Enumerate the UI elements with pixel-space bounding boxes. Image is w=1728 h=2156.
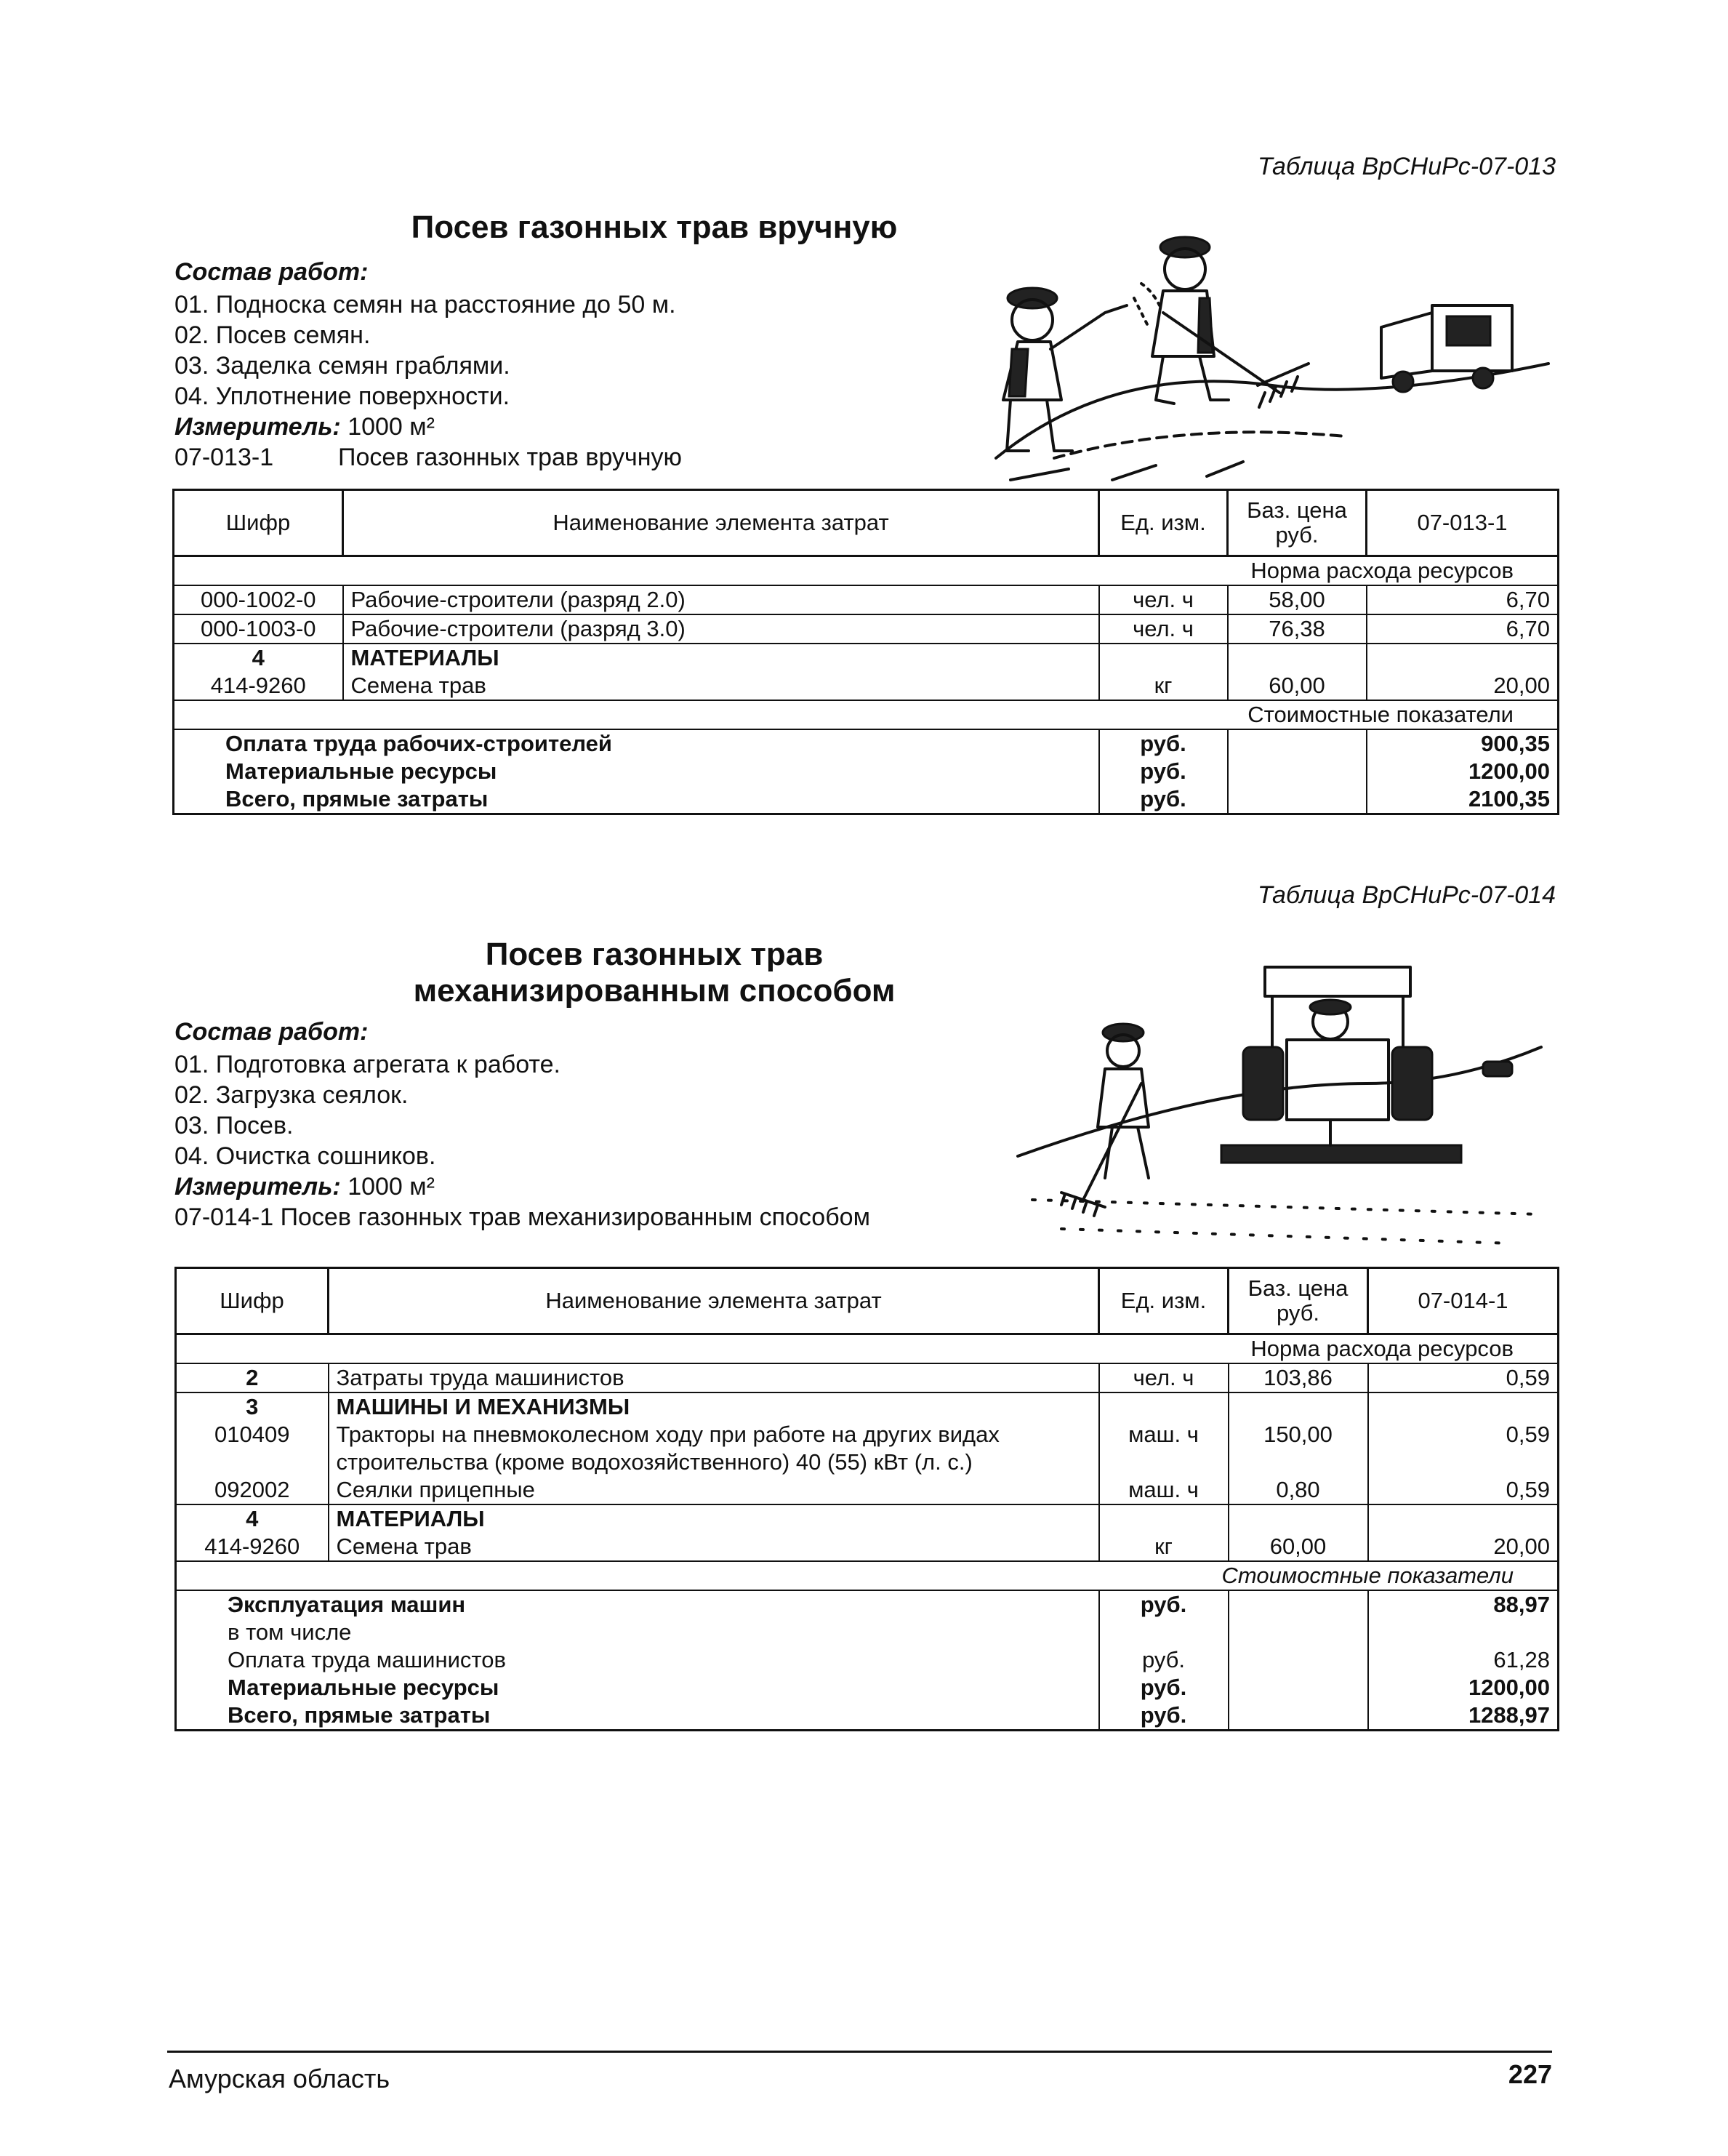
- row-value: 20,00: [1367, 672, 1559, 700]
- table-row: [176, 1392, 1559, 1421]
- work-step: 02. Посев семян.: [174, 321, 371, 349]
- measure-line: [174, 1171, 870, 1202]
- measure-label: Измеритель:: [174, 1173, 341, 1201]
- work-step: 04. Уплотнение поверхности.: [174, 382, 510, 410]
- total-value: 1200,00: [1368, 1674, 1559, 1702]
- total-unit: руб.: [1099, 1646, 1229, 1674]
- row-unit: чел. ч: [1099, 585, 1228, 614]
- row-code: 010409: [176, 1421, 329, 1476]
- footer-divider: [167, 2051, 1552, 2053]
- row-code: 092002: [176, 1476, 329, 1504]
- total-price: [1229, 1702, 1368, 1731]
- total-name: Всего, прямые затраты: [174, 785, 1099, 814]
- row-value: [1367, 644, 1559, 672]
- totals-row: [176, 1619, 1559, 1646]
- row-value: 20,00: [1368, 1533, 1559, 1561]
- measure-value: 1000 м²: [347, 413, 435, 441]
- header-unit: Ед. изм.: [1099, 1268, 1229, 1334]
- row-price: [1228, 644, 1367, 672]
- row-code: 4: [174, 644, 343, 672]
- totals-row: [176, 1702, 1559, 1731]
- row-unit: кг: [1099, 1533, 1229, 1561]
- total-price: [1228, 758, 1367, 785]
- row-code: 2: [176, 1363, 329, 1392]
- work-step: 03. Посев.: [174, 1112, 294, 1139]
- total-price: [1229, 1590, 1368, 1619]
- row-unit: кг: [1099, 672, 1228, 700]
- code-line-text: Посев газонных трав вручную: [338, 444, 682, 471]
- band-row-norms: [174, 556, 1559, 586]
- total-price: [1229, 1646, 1368, 1674]
- row-price: [1229, 1504, 1368, 1533]
- work-step: 04. Очистка сошников.: [174, 1142, 436, 1170]
- band-row-costs: [176, 1561, 1559, 1590]
- total-value: 1288,97: [1368, 1702, 1559, 1731]
- row-code: 000-1002-0: [174, 585, 343, 614]
- code-line-code: 07-014-1: [174, 1203, 274, 1231]
- code-line: [174, 1202, 870, 1233]
- table-row: [176, 1476, 1559, 1504]
- row-name: Семена трав: [343, 672, 1099, 700]
- row-value: 0,59: [1368, 1421, 1559, 1476]
- total-value: 2100,35: [1367, 785, 1559, 814]
- work-step: 01. Подготовка агрегата к работе.: [174, 1051, 560, 1078]
- totals-row: [176, 1590, 1559, 1619]
- header-price: Баз. цена руб.: [1229, 1268, 1368, 1334]
- total-unit: руб.: [1099, 729, 1228, 758]
- total-unit: руб.: [1099, 1702, 1229, 1731]
- totals-row: [176, 1646, 1559, 1674]
- total-value: 88,97: [1368, 1590, 1559, 1619]
- totals-row: [174, 729, 1559, 758]
- band-row-costs: [174, 700, 1559, 729]
- row-price: 0,80: [1229, 1476, 1368, 1504]
- row-price: 60,00: [1228, 672, 1367, 700]
- code-line: [174, 442, 682, 473]
- header-unit: Ед. изм.: [1099, 490, 1228, 556]
- footer-region: Амурская область: [169, 2064, 390, 2093]
- row-unit: [1099, 1504, 1229, 1533]
- work-step: 03. Заделка семян граблями.: [174, 352, 510, 380]
- total-value: 61,28: [1368, 1646, 1559, 1674]
- header-column-code: 07-013-1: [1367, 490, 1559, 556]
- section-title-line: механизированным способом: [413, 973, 896, 1009]
- measure-line: [174, 412, 682, 442]
- total-name: в том числе: [176, 1619, 1099, 1646]
- row-unit: [1099, 1392, 1229, 1421]
- row-value: 0,59: [1368, 1363, 1559, 1392]
- row-code: 414-9260: [176, 1533, 329, 1561]
- measure-value: 1000 м²: [347, 1173, 435, 1201]
- table-row: [174, 672, 1559, 700]
- table-reference: Таблица ВрСНиРс-07-014: [1257, 881, 1556, 909]
- row-unit: чел. ч: [1099, 1363, 1229, 1392]
- total-price: [1229, 1619, 1368, 1646]
- row-unit: [1099, 644, 1228, 672]
- total-name: Эксплуатация машин: [176, 1590, 1099, 1619]
- row-value: 0,59: [1368, 1476, 1559, 1504]
- total-price: [1228, 729, 1367, 758]
- row-price: [1229, 1392, 1368, 1421]
- total-name: Материальные ресурсы: [176, 1674, 1099, 1702]
- row-name: МАТЕРИАЛЫ: [343, 644, 1099, 672]
- row-price: 103,86: [1229, 1363, 1368, 1392]
- total-value: [1368, 1619, 1559, 1646]
- totals-row: [174, 785, 1559, 814]
- header-price: Баз. цена руб.: [1228, 490, 1367, 556]
- header-code: Шифр: [176, 1268, 329, 1334]
- total-price: [1229, 1674, 1368, 1702]
- total-unit: руб.: [1099, 758, 1228, 785]
- total-name: Оплата труда машинистов: [176, 1646, 1099, 1674]
- total-unit: руб.: [1099, 1674, 1229, 1702]
- section-title: Посев газонных трав вручную: [411, 209, 898, 245]
- band-label: Норма расхода ресурсов: [176, 1334, 1559, 1364]
- row-value: [1368, 1392, 1559, 1421]
- header-column-code: 07-014-1: [1368, 1268, 1559, 1334]
- total-price: [1228, 785, 1367, 814]
- band-row-norms: [176, 1334, 1559, 1364]
- total-unit: [1099, 1619, 1229, 1646]
- row-price: 60,00: [1229, 1533, 1368, 1561]
- band-label: Стоимостные показатели: [174, 700, 1559, 729]
- row-price: 58,00: [1228, 585, 1367, 614]
- total-unit: руб.: [1099, 785, 1228, 814]
- total-name: Оплата труда рабочих-строителей: [174, 729, 1099, 758]
- header-name: Наименование элемента затрат: [343, 490, 1099, 556]
- work-composition-label: Состав работ:: [174, 258, 369, 286]
- work-steps-list: [174, 289, 682, 473]
- row-unit: маш. ч: [1099, 1421, 1229, 1476]
- row-name: Тракторы на пневмоколесном ходу при работе на других видах строительства (кроме водохозяйственного) 40 (55) кВт (л. с.): [329, 1421, 1099, 1476]
- row-name: Рабочие-строители (разряд 2.0): [343, 585, 1099, 614]
- resource-table-07-014: [174, 1267, 1559, 1731]
- row-value: 6,70: [1367, 614, 1559, 644]
- code-line-text: Посев газонных трав механизированным способом: [280, 1203, 870, 1231]
- totals-row: [174, 758, 1559, 785]
- row-price: 76,38: [1228, 614, 1367, 644]
- header-code: Шифр: [174, 490, 343, 556]
- row-name: Затраты труда машинистов: [329, 1363, 1099, 1392]
- total-name: Всего, прямые затраты: [176, 1702, 1099, 1731]
- row-name: МАТЕРИАЛЫ: [329, 1504, 1099, 1533]
- page-number: 227: [1508, 2059, 1552, 2089]
- row-name: Семена трав: [329, 1533, 1099, 1561]
- row-code: 4: [176, 1504, 329, 1533]
- sowing-illustration: [967, 218, 1563, 487]
- row-price: 150,00: [1229, 1421, 1368, 1476]
- row-name: Сеялки прицепные: [329, 1476, 1099, 1504]
- section-title: [291, 937, 1018, 1009]
- table-row: [174, 585, 1559, 614]
- totals-row: [176, 1674, 1559, 1702]
- tractor-illustration: [1003, 938, 1556, 1258]
- work-composition-label: Состав работ:: [174, 1018, 369, 1046]
- table-row: [176, 1363, 1559, 1392]
- row-unit: чел. ч: [1099, 614, 1228, 644]
- band-label: Стоимостные показатели: [176, 1561, 1559, 1590]
- table-row: [176, 1421, 1559, 1476]
- total-unit: руб.: [1099, 1590, 1229, 1619]
- row-value: [1368, 1504, 1559, 1533]
- row-code: 3: [176, 1392, 329, 1421]
- row-code: 414-9260: [174, 672, 343, 700]
- row-name: Рабочие-строители (разряд 3.0): [343, 614, 1099, 644]
- code-line-code: 07-013-1: [174, 444, 274, 471]
- row-value: 6,70: [1367, 585, 1559, 614]
- table-row: [174, 644, 1559, 672]
- band-label: Норма расхода ресурсов: [174, 556, 1559, 586]
- row-name: МАШИНЫ И МЕХАНИЗМЫ: [329, 1392, 1099, 1421]
- work-step: 02. Загрузка сеялок.: [174, 1081, 409, 1109]
- table-header-row: [176, 1268, 1559, 1334]
- table-reference: Таблица ВрСНиРс-07-013: [1257, 153, 1556, 180]
- work-step: 01. Подноска семян на расстояние до 50 м.: [174, 291, 676, 318]
- header-name: Наименование элемента затрат: [329, 1268, 1099, 1334]
- table-row: [174, 614, 1559, 644]
- row-code: 000-1003-0: [174, 614, 343, 644]
- table-row: [176, 1504, 1559, 1533]
- total-value: 1200,00: [1367, 758, 1559, 785]
- section-title-line: Посев газонных трав: [485, 937, 824, 972]
- table-row: [176, 1533, 1559, 1561]
- total-value: 900,35: [1367, 729, 1559, 758]
- total-name: Материальные ресурсы: [174, 758, 1099, 785]
- work-steps-list: [174, 1049, 870, 1233]
- table-header-row: [174, 490, 1559, 556]
- row-unit: маш. ч: [1099, 1476, 1229, 1504]
- measure-label: Измеритель:: [174, 413, 341, 441]
- resource-table-07-013: [172, 489, 1559, 815]
